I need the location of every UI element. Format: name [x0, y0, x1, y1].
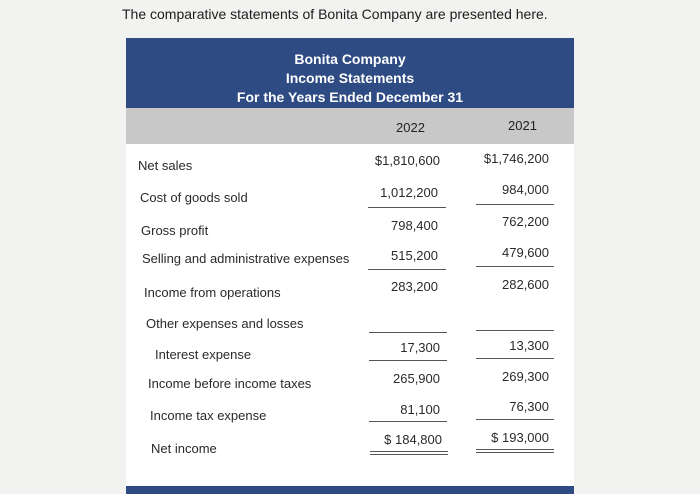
income-statement-sheet [126, 38, 574, 494]
cell-2022-cogs: 1,012,200 [380, 185, 438, 200]
year-header-bar [126, 108, 574, 144]
cell-2021-selling-admin: 479,600 [502, 245, 549, 260]
cell-2021-gross-profit: 762,200 [502, 214, 549, 229]
underline-2022-interest [369, 360, 447, 361]
double-underline-2021-net-income [476, 449, 554, 453]
cell-2021-income-tax: 76,300 [509, 399, 549, 414]
cell-2021-net-sales: $1,746,200 [483, 151, 549, 166]
row-label-gross-profit: Gross profit [141, 223, 209, 238]
row-label-income-from-operations: Income from operations [144, 285, 281, 300]
underline-2021-cogs [476, 204, 554, 205]
year-2021-header: 2021 [508, 118, 537, 133]
row-label-net-income: Net income [151, 441, 217, 456]
cell-2021-net-income: $ 193,000 [491, 430, 549, 445]
row-label-selling-admin-expenses: Selling and administrative expenses [142, 251, 350, 266]
statement-period: For the Years Ended December 31 [236, 89, 464, 105]
row-label-interest-expense: Interest expense [155, 347, 252, 362]
double-underline-2022-net-income [370, 451, 448, 455]
cell-2022-interest-expense: 17,300 [400, 340, 440, 355]
row-label-income-tax-expense: Income tax expense [150, 408, 267, 423]
company-name: Bonita Company [294, 51, 406, 67]
underline-2021-income-tax [476, 419, 554, 420]
row-label-net-sales: Net sales [138, 158, 193, 173]
row-label-other-expenses: Other expenses and losses [146, 316, 304, 331]
underline-2021-interest [476, 358, 554, 359]
cell-2021-income-operations: 282,600 [502, 277, 549, 292]
cell-2022-gross-profit: 798,400 [391, 218, 438, 233]
cell-2021-cogs: 984,000 [502, 182, 549, 197]
sheet-bottom-edge [126, 486, 574, 494]
underline-2022-income-tax [369, 421, 447, 422]
cell-2021-income-before-taxes: 269,300 [502, 369, 549, 384]
underline-2022-cogs [368, 207, 446, 208]
intro-text: The comparative statements of Bonita Company are presented here. [122, 6, 548, 22]
cell-2022-income-before-taxes: 265,900 [393, 371, 440, 386]
cell-2022-selling-admin: 515,200 [391, 248, 438, 263]
underline-2022-selling-admin [368, 269, 446, 270]
cell-2022-net-sales: $1,810,600 [374, 153, 440, 168]
statement-header [126, 38, 574, 108]
overline-2021-interest [476, 330, 554, 331]
year-2022-header: 2022 [396, 120, 425, 135]
overline-2022-interest [369, 332, 447, 333]
cell-2022-income-operations: 283,200 [391, 279, 438, 294]
underline-2021-selling-admin [476, 266, 554, 267]
cell-2021-interest-expense: 13,300 [509, 338, 549, 353]
row-label-income-before-taxes: Income before income taxes [148, 376, 312, 391]
row-label-cost-of-goods-sold: Cost of goods sold [140, 190, 248, 205]
cell-2022-income-tax: 81,100 [400, 402, 440, 417]
cell-2022-net-income: $ 184,800 [384, 432, 442, 447]
statement-title: Income Statements [285, 70, 415, 86]
